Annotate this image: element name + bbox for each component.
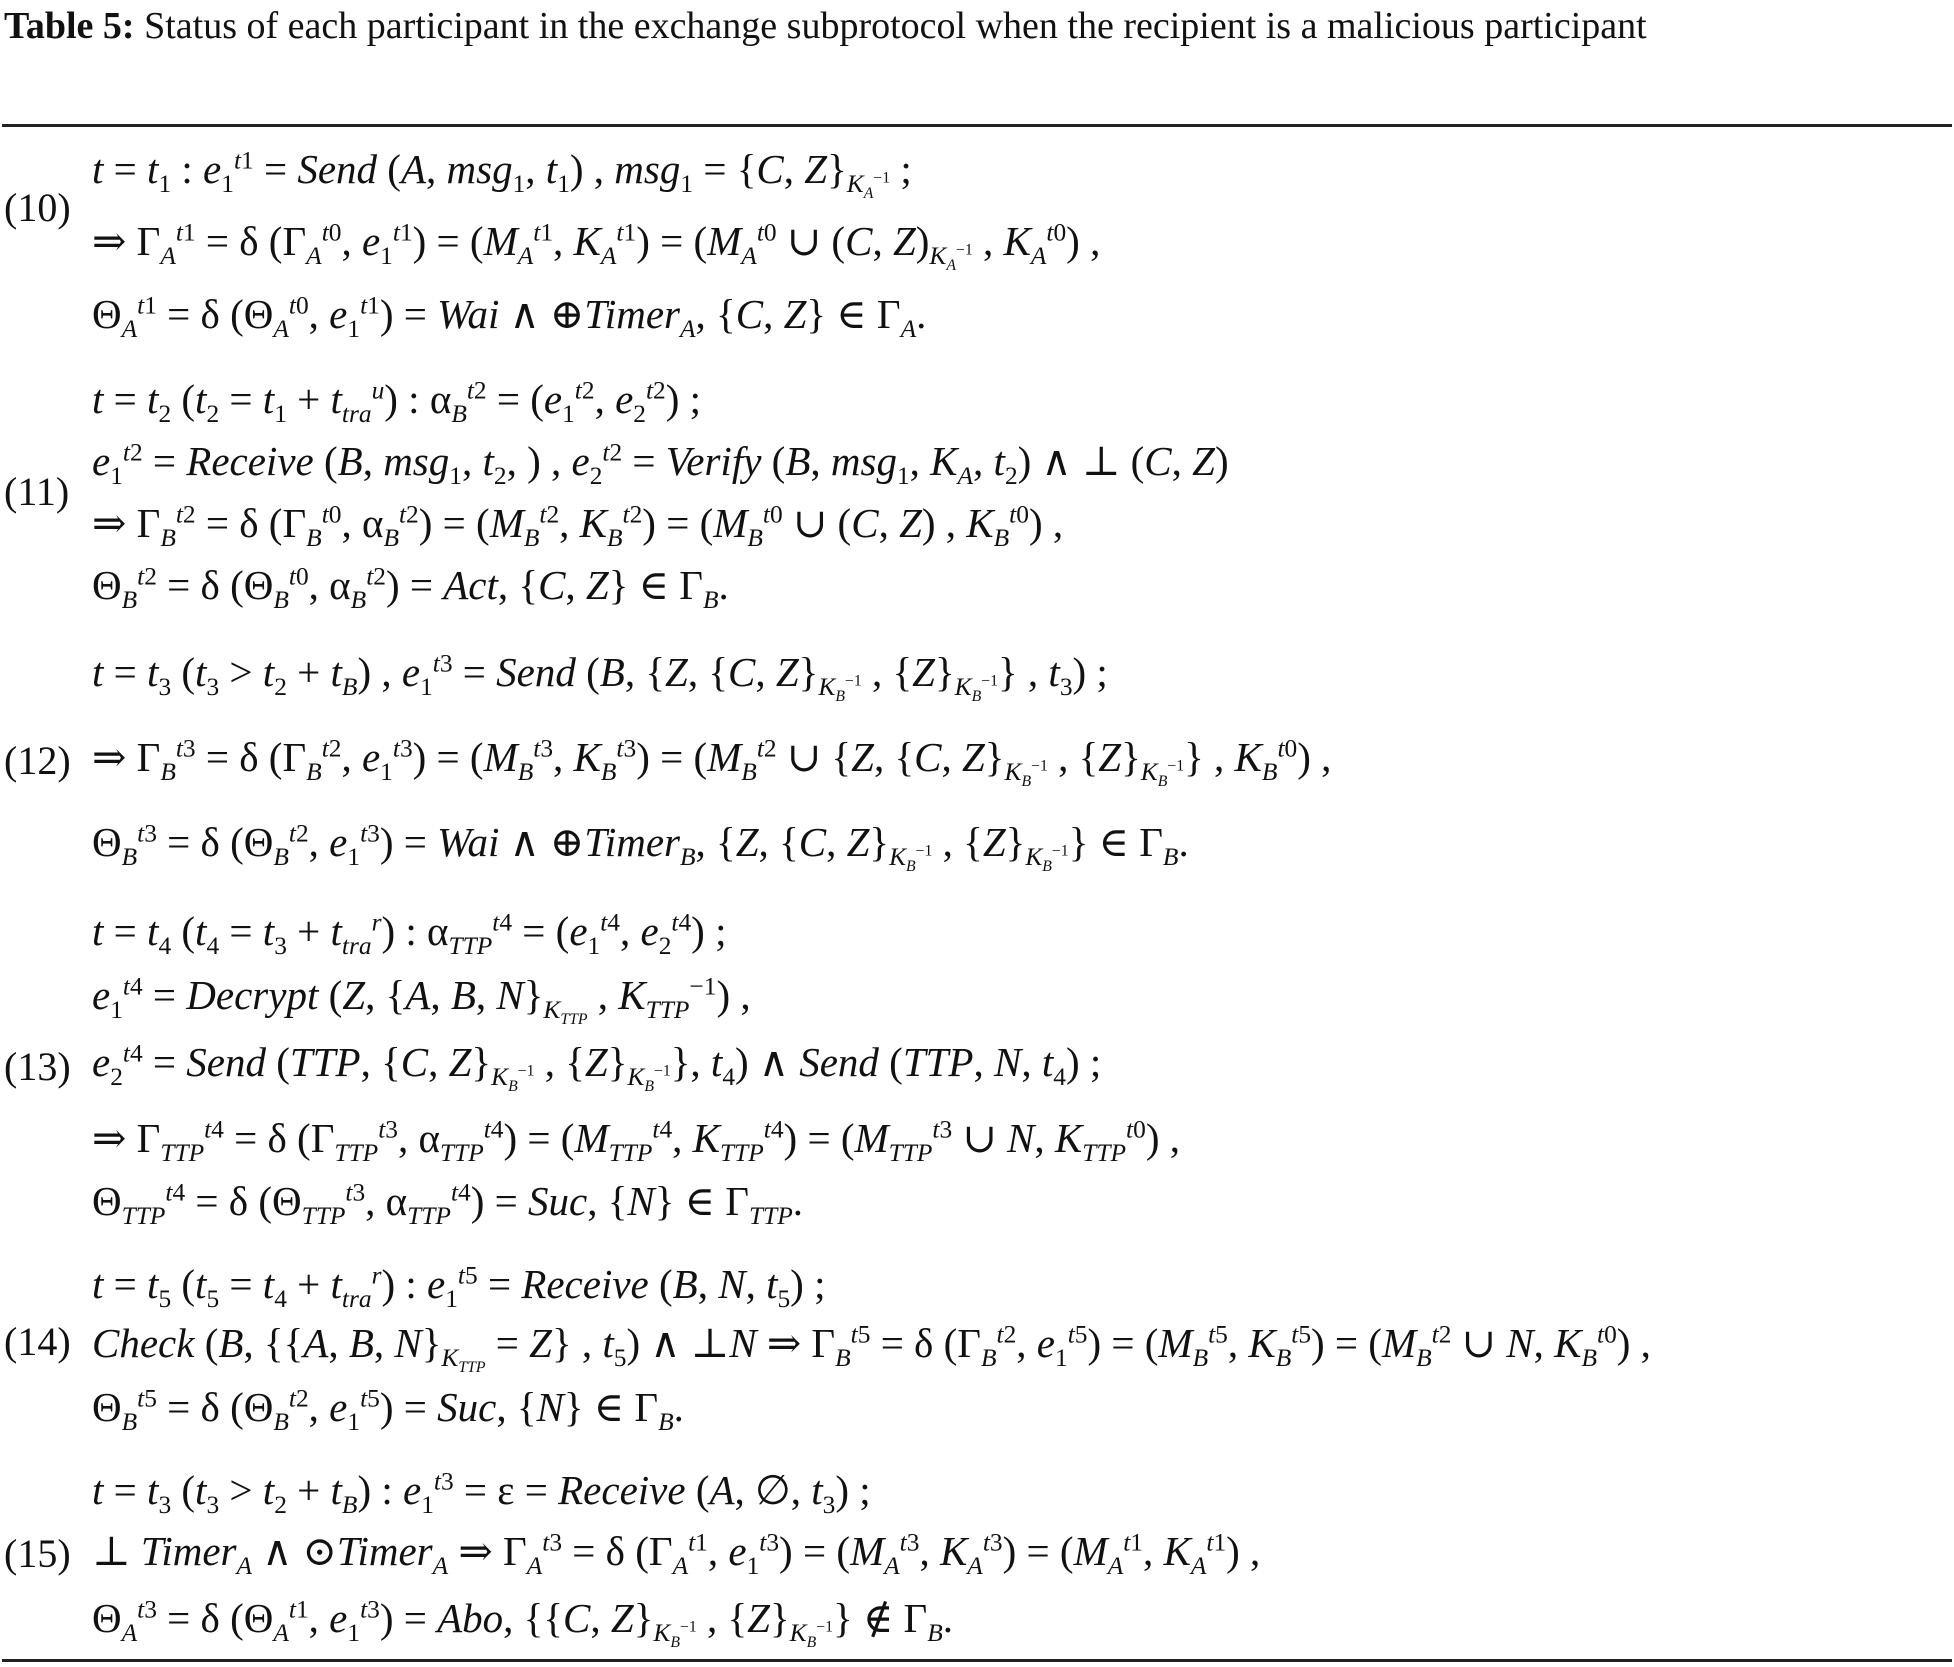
equation-line: $\Theta_A^{t1} = \delta$ ($\Theta_A^{t0}$, $e_1^{t1}$) = Wai ∧ ⊕Timer$_A$, {C, Z} ∈ $\Gamma_A$. bbox=[92, 291, 927, 344]
equation-number: (14) bbox=[4, 1319, 71, 1364]
equation-line: ⇒ $\Gamma_A^{t1} = \delta$ ($\Gamma_A^{t0}$, $e_1^{t1}) = (M_A^{t1}$, $K_A^{t1}) = (M_A^{t0}$ ∪ (C, $Z)_{K_A^{-1}}$ , $K_A^{t0}$) , bbox=[92, 218, 1101, 275]
equation-line: $\Theta_A^{t3} = \delta$ ($\Theta_A^{t1}$, $e_1^{t3}$) = Abo, {{C, $Z\}_{K_B^{-1}}$ , $\{Z\}_{K_B^{-1}}$} ∉ $\Gamma_B$. bbox=[92, 1595, 954, 1652]
equation-number: (12) bbox=[4, 738, 71, 783]
equation-line: $t = t_3$ $(t_3 > t_2 + t_B)$ , $e_1^{t3}$ = Send (B, {Z, {C, $Z\}_{K_B^{-1}}$ , $\{Z\}_{K_B^{-1}}$} , $t_3$) ; bbox=[92, 649, 1108, 706]
equation-line: $e_2^{t4}$ = Send (TTP, {C, $Z\}_{K_B^{-1}}$ , $\{Z\}_{K_B^{-1}}$}, $t_4$) ∧ Send (TTP, N, $t_4$) ; bbox=[92, 1039, 1102, 1096]
caption-text: Status of each participant in the exchange subprotocol when the recipient is a malicious participant bbox=[144, 5, 1647, 47]
equation-line: $t = t_2$ $(t_2 = t_1 + t_{tra}^u)$ : $\alpha_B^{t2} = (e_1^{t2}$, $e_2^{t2}$) ; bbox=[92, 376, 702, 429]
equation-line: ⇒ $\Gamma_B^{t3} = \delta$ ($\Gamma_B^{t2}$, $e_1^{t3}) = (M_B^{t3}$, $K_B^{t3}) = (M_B^{t2}$ ∪ {Z, {C, $Z\}_{K_B^{-1}}$ , $\{Z\}_{K_B^{-1}}$} , $K_B^{t0}$) , bbox=[92, 734, 1332, 791]
equation-line: $t = t_4$ $(t_4 = t_3 + t_{tra}^r)$ : $\alpha_{TTP}^{t4} = (e_1^{t4}$, $e_2^{t4}$) ; bbox=[92, 908, 727, 961]
table-caption bbox=[4, 0, 1949, 53]
equation-line: ⇒ $\Gamma_{TTP}^{t4} = \delta$ ($\Gamma_{TTP}^{t3}$, $\alpha_{TTP}^{t4}) = (M_{TTP}^{t4}$, $K_{TTP}^{t4}) = (M_{TTP}^{t3}$ ∪ N, $K_{TTP}^{t0}$) , bbox=[92, 1115, 1180, 1168]
equation-number: (10) bbox=[4, 185, 71, 230]
equation-line: $e_1^{t2}$ = Receive (B, msg$_1$, $t_2$, ) , $e_2^{t2}$ = Verify (B, msg$_1$, $K_A$, $t_2$) ∧ ⊥ (C, Z) bbox=[92, 438, 1229, 491]
equation-line: $\Theta_{TTP}^{t4} = \delta$ ($\Theta_{TTP}^{t3}$, $\alpha_{TTP}^{t4}$) = Suc, {N} ∈ $\Gamma_{TTP}$. bbox=[92, 1178, 803, 1231]
equation-line: Check (B, {{A, B, $N\}_{K_{TTP}} = Z$} , $t_5$) ∧ ⊥N ⇒ $\Gamma_B^{t5} = \delta$ ($\Gamma_B^{t2}$, $e_1^{t5}) = (M_B^{t5}$, $K_B^{t5}) = (M_B^{t2}$ ∪ N, $K_B^{t0}$) , bbox=[92, 1320, 1651, 1377]
bottom-rule bbox=[2, 1659, 1952, 1662]
equation-line: $t = t_3$ $(t_3 > t_2 + t_B)$ : $e_1^{t3} = \varepsilon$ = Receive (A, ∅, $t_3$) ; bbox=[92, 1467, 871, 1520]
equation-line: $\Theta_B^{t5} = \delta$ ($\Theta_B^{t2}$, $e_1^{t5}$) = Suc, {N} ∈ $\Gamma_B$. bbox=[92, 1384, 684, 1437]
caption-label: Table 5: bbox=[4, 5, 135, 47]
equation-line: $t = t_5$ $(t_5 = t_4 + t_{tra}^r)$ : $e_1^{t5}$ = Receive (B, N, $t_5$) ; bbox=[92, 1261, 826, 1314]
equation-line: $e_1^{t4}$ = Decrypt (Z, {A, B, $N\}_{K_{TTP}}$ , $K_{TTP}^{-1}$) , bbox=[92, 972, 751, 1029]
equation-line: $t = t_1$ : $e_1^{t1}$ = Send (A, msg$_1$, $t_1$) , msg$_1$ = {C, $Z\}_{K_A^{-1}}$ ; bbox=[92, 146, 912, 203]
equation-line: ⇒ $\Gamma_B^{t2} = \delta$ ($\Gamma_B^{t0}$, $\alpha_B^{t2}) = (M_B^{t2}$, $K_B^{t2}) = (M_B^{t0}$ ∪ (C, Z) , $K_B^{t0}$) , bbox=[92, 500, 1064, 553]
equation-number: (15) bbox=[4, 1531, 71, 1576]
equation-line: $\Theta_B^{t2} = \delta$ ($\Theta_B^{t0}$, $\alpha_B^{t2}$) = Act, {C, Z} ∈ $\Gamma_B$. bbox=[92, 562, 729, 615]
top-rule bbox=[2, 124, 1952, 127]
equation-number: (11) bbox=[4, 469, 70, 514]
equation-line: ⊥ Timer$_A$ ∧ ⊙Timer$_A$ ⇒ $\Gamma_A^{t3} = \delta$ ($\Gamma_A^{t1}$, $e_1^{t3}) = (M_A^{t3}$, $K_A^{t3}) = (M_A^{t1}$, $K_A^{t1}$) , bbox=[92, 1528, 1261, 1581]
equation-line: $\Theta_B^{t3} = \delta$ ($\Theta_B^{t2}$, $e_1^{t3}$) = Wai ∧ ⊕Timer$_B$, {Z, {C, $Z\}_{K_B^{-1}}$ , $\{Z\}_{K_B^{-1}}$} ∈ $\Gamma_B$. bbox=[92, 819, 1189, 876]
equation-number: (13) bbox=[4, 1044, 71, 1089]
